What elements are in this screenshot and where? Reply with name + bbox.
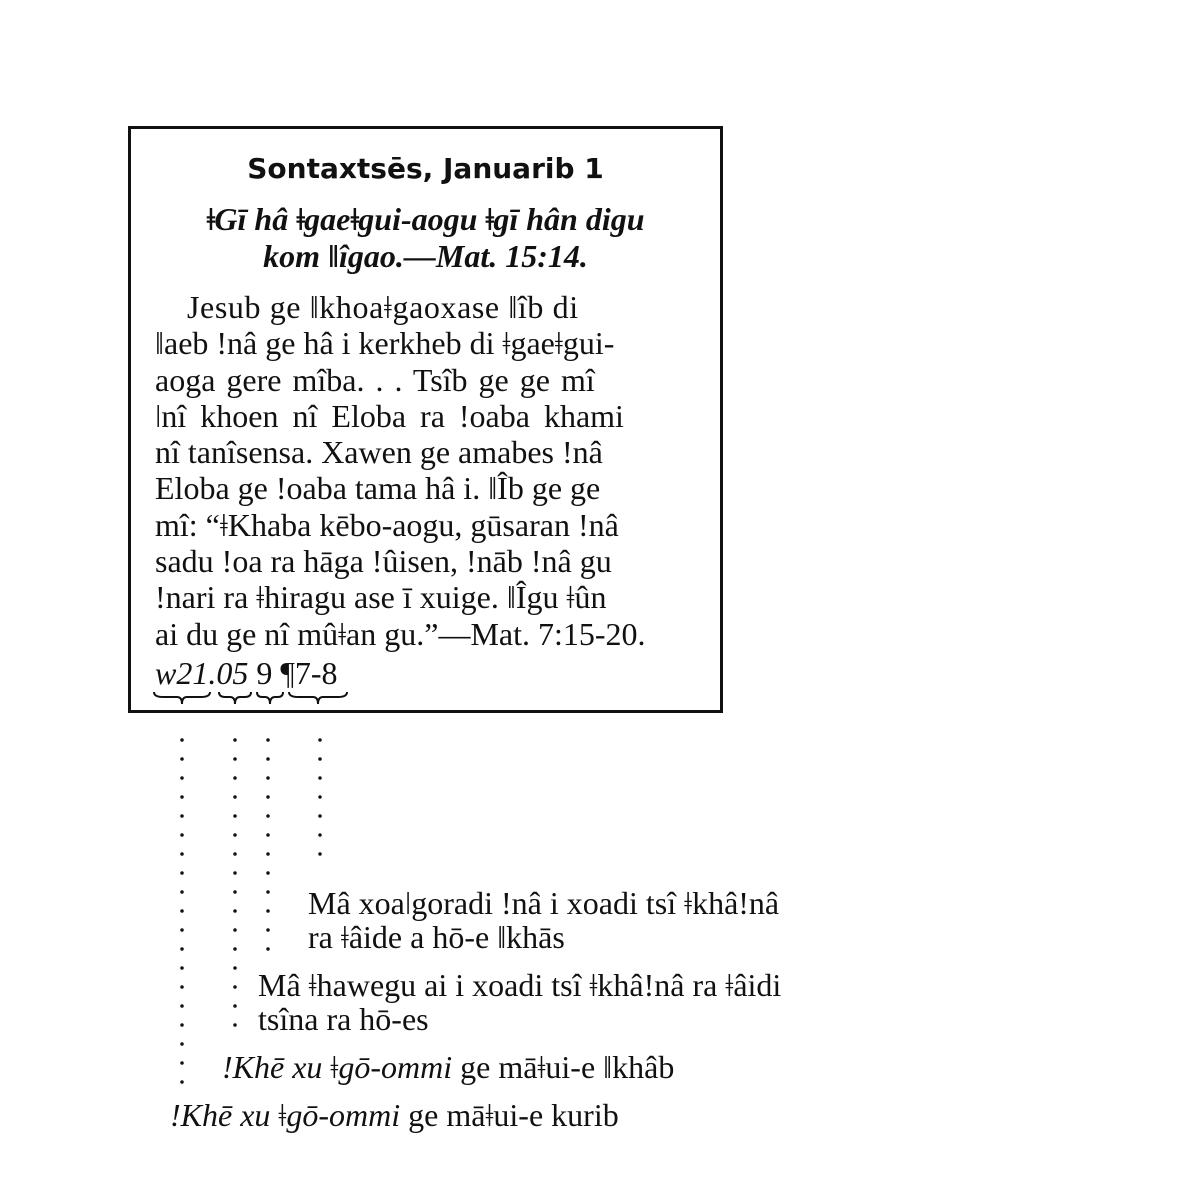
body-line: Eloba ge ǃoaba tama hâ i. ǁÎb ge ge (155, 470, 601, 507)
body-line: aoga gere mîba. . . Tsîb ge ge mî (155, 361, 595, 398)
body-line: ǀnî khoen nî Eloba ra ǃoaba khami (155, 397, 624, 434)
scripture-line: ǂGī hâ ǂgaeǂgui-aogu ǂgī hân digu (206, 201, 645, 237)
body-line: nî tanîsensa. Xawen ge amabes ǃnâ (155, 434, 603, 471)
comment-paragraph (155, 289, 703, 652)
caption-line: Mâ xoaǀgoradi ǃnâ i xoadi tsî ǂkhâǃnâ (308, 885, 780, 921)
caption-paragraphs (308, 886, 779, 954)
brace-page (256, 690, 284, 706)
body-line: ǁaeb ǃnâ ge hâ i kerkheb di ǂgaeǂgui- (155, 325, 615, 362)
caption-line: Mâ ǂhawegu ai i xoadi tsî ǂkhâǃnâ ra ǂâidi (258, 967, 782, 1003)
caption-text: ge māǂui-e ǁkhâb (452, 1049, 675, 1085)
leader-page (266, 738, 270, 953)
caption-issue (222, 1050, 674, 1084)
caption-line: ra ǂâide a hō-e ǁkhās (308, 919, 565, 955)
leader-paragraphs (318, 738, 322, 873)
daily-text-card (128, 126, 723, 713)
publication-reference (155, 655, 338, 691)
paragraph-numbers: ¶7-8 (280, 655, 338, 691)
leader-year (180, 738, 184, 1088)
body-line: ai du ge nî mûǂan gu.”—Mat. 7:15-20. (155, 615, 646, 652)
brace-publication (153, 690, 211, 706)
scripture-line: kom ǁîgao.—Mat. 15:14. (263, 238, 588, 274)
caption-italic: ǃKhē xu ǂgō-ommi (170, 1097, 401, 1133)
caption-text: ge māǂui-e kurib (400, 1097, 619, 1133)
body-line: mî: “ǂKhaba kēbo-aogu, gūsaran ǃnâ (155, 506, 619, 543)
caption-year (170, 1098, 619, 1132)
body-line: ǃnari ra ǂhiragu ase ī xuige. ǁÎgu ǂûn (155, 579, 607, 616)
leader-issue (233, 738, 237, 1038)
caption-page (258, 968, 781, 1036)
body-line: sadu ǃoa ra hāga ǃûisen, ǃnāb ǃnâ gu (155, 543, 612, 580)
brace-issue (218, 690, 252, 706)
publication-code: w21.05 (155, 655, 249, 691)
page-number: 9 (256, 655, 273, 691)
date-heading: Sontaxtsēs, Januarib 1 (247, 152, 604, 185)
brace-paragraphs (288, 690, 348, 706)
scripture-verse (143, 201, 708, 275)
body-line: Jesub ge ǁkhoaǂgaoxase ǁîb di (187, 289, 579, 325)
caption-line: tsîna ra hō-es (258, 1001, 429, 1037)
caption-italic: ǃKhē xu ǂgō-ommi (222, 1049, 453, 1085)
